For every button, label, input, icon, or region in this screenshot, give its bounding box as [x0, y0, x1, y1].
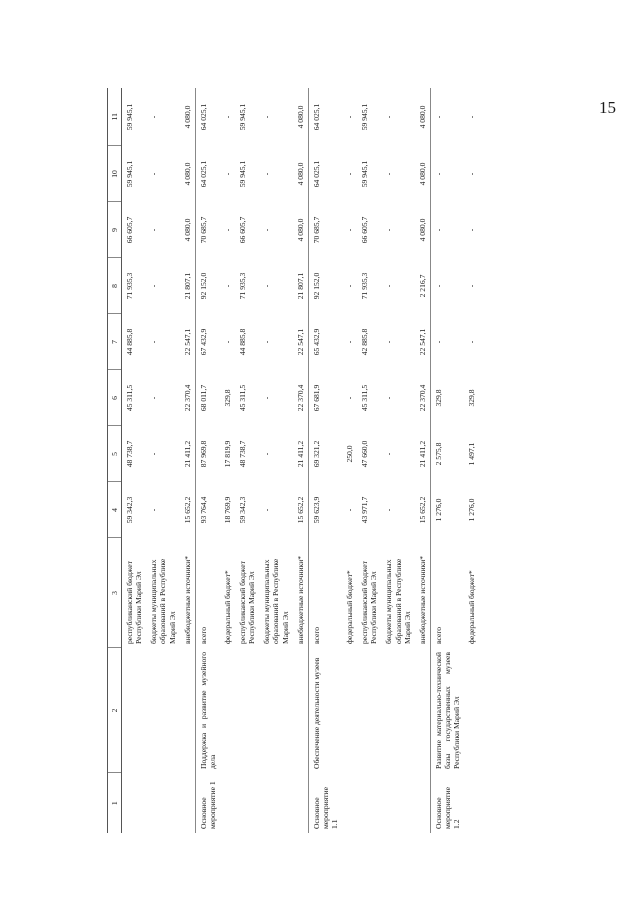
table-cell: -	[222, 115, 232, 119]
table-cell: республиканский бюджет Республики Марий Эл	[238, 561, 257, 644]
column-header: 5	[108, 426, 122, 482]
table-cell	[415, 648, 431, 773]
table-cell: -	[345, 172, 355, 176]
table-cell: -	[384, 452, 394, 456]
table-cell: -	[222, 340, 232, 344]
table-cell: 22 370,4	[417, 384, 427, 412]
table-cell: 1 276,0	[467, 498, 477, 522]
table-cell: -	[467, 284, 477, 288]
table-cell: -	[345, 396, 355, 400]
table-cell: -	[149, 396, 159, 400]
table-row	[381, 88, 414, 833]
table-cell: -	[430, 202, 464, 258]
table-cell: 4 080,0	[417, 105, 427, 129]
table-cell: -	[262, 452, 272, 456]
table-cell: федеральный бюджет*	[467, 570, 477, 644]
table-cell: бюджеты муниципальных образований в Республике Марий Эл	[262, 558, 290, 644]
table-cell: 22 370,4	[182, 384, 192, 412]
table-cell: Развитие материально-технической базы государственных музеев Республики Марий Эл	[430, 648, 464, 773]
column-header: 11	[108, 88, 122, 146]
column-header: 3	[108, 538, 122, 648]
table-cell: -	[384, 284, 394, 288]
table-cell: всего	[430, 538, 464, 648]
table-cell: 59 945,1	[360, 103, 370, 131]
table-cell: 47 660,0	[360, 440, 370, 468]
table-cell: 64 025,1	[195, 146, 220, 202]
table-cell: 4 080,0	[417, 218, 427, 242]
table-cell: -	[149, 172, 159, 176]
table-cell: 18 769,9	[222, 496, 232, 524]
table-cell: 45 311,5	[360, 384, 370, 412]
table-cell: 15 652,2	[182, 496, 192, 524]
table-cell	[180, 773, 196, 833]
table-cell: 69 321,2	[308, 426, 342, 482]
table-cell: -	[467, 340, 477, 344]
table-cell	[381, 648, 414, 773]
table-cell	[122, 773, 147, 833]
table-cell	[146, 773, 179, 833]
table-cell: 4 080,0	[295, 218, 305, 242]
table-cell: 71 935,3	[125, 272, 135, 300]
table-cell: 48 738,7	[125, 440, 135, 468]
table-row	[180, 88, 196, 833]
table-cell: Основное мероприятие 1	[195, 773, 220, 833]
table-cell: 45 311,5	[238, 384, 248, 412]
table-cell: 59 945,1	[125, 103, 135, 131]
table-cell: республиканский бюджет Республики Марий Эл	[360, 561, 379, 644]
table-cell	[293, 773, 309, 833]
table-row	[293, 88, 309, 833]
table-cell	[293, 648, 309, 773]
table-cell: 67 432,9	[195, 314, 220, 370]
table-cell: 70 685,7	[308, 202, 342, 258]
table-cell: 2 216,7	[417, 274, 427, 298]
table-cell: -	[384, 508, 394, 512]
table-cell: 250,0	[345, 445, 355, 463]
table-cell: -	[262, 172, 272, 176]
table-row	[464, 88, 479, 833]
table-cell	[415, 773, 431, 833]
table-cell: всего	[195, 538, 220, 648]
table-cell	[235, 648, 259, 773]
table-cell	[122, 648, 147, 773]
table-cell: -	[345, 284, 355, 288]
table-cell: 17 819,9	[222, 440, 232, 468]
table-cell: внебюджетные источники*	[295, 555, 305, 644]
table-cell: -	[149, 284, 159, 288]
table-cell: 1 497,1	[467, 442, 477, 466]
page-number: 15	[599, 98, 616, 117]
table-cell	[342, 648, 357, 773]
table-cell: 65 432,9	[308, 314, 342, 370]
table-cell: 59 945,1	[125, 160, 135, 188]
table-cell: 43 971,7	[360, 496, 370, 524]
table-cell: бюджеты муниципальных образований в Республике Марий Эл	[149, 558, 177, 644]
table-cell	[220, 773, 235, 833]
table-cell	[342, 773, 357, 833]
table-cell	[235, 773, 259, 833]
table-cell: -	[384, 396, 394, 400]
table-row	[357, 88, 381, 833]
table-cell: 22 547,1	[182, 328, 192, 356]
table-cell: 64 025,1	[308, 88, 342, 146]
table-cell: -	[262, 340, 272, 344]
table-cell: -	[430, 146, 464, 202]
table-cell	[180, 648, 196, 773]
table-cell	[146, 648, 179, 773]
table-row	[146, 88, 179, 833]
table-cell: -	[345, 115, 355, 119]
table-cell	[381, 773, 414, 833]
column-header: 8	[108, 258, 122, 314]
budget-table	[107, 88, 479, 833]
table-cell: 4 080,0	[295, 105, 305, 129]
table-cell: -	[345, 340, 355, 344]
table-cell: 15 652,2	[295, 496, 305, 524]
table-cell: 59 342,3	[238, 496, 248, 524]
table-cell: 21 807,1	[295, 272, 305, 300]
table-cell: -	[384, 340, 394, 344]
table-row	[342, 88, 357, 833]
table-cell: 66 605,7	[360, 216, 370, 244]
column-header: 7	[108, 314, 122, 370]
table-cell: 68 011,7	[195, 370, 220, 426]
table-cell: 59 945,1	[238, 160, 248, 188]
table-cell: 70 685,7	[195, 202, 220, 258]
column-header: 6	[108, 370, 122, 426]
table-cell: федеральный бюджет*	[345, 570, 355, 644]
table-cell: 4 080,0	[417, 162, 427, 186]
table-cell: -	[384, 115, 394, 119]
table-cell: 71 935,3	[360, 272, 370, 300]
table-cell: 64 025,1	[195, 88, 220, 146]
table-cell: -	[384, 172, 394, 176]
table-cell: 59 623,9	[308, 482, 342, 538]
table-cell: -	[262, 228, 272, 232]
table-cell: -	[430, 258, 464, 314]
table-cell: 15 652,2	[417, 496, 427, 524]
table-cell: -	[467, 228, 477, 232]
table-cell: 92 152,0	[195, 258, 220, 314]
table-cell: всего	[308, 538, 342, 648]
table-row	[122, 88, 147, 833]
table-cell: -	[149, 508, 159, 512]
table-cell	[220, 648, 235, 773]
table-cell: Обеспечение деятельности музеев	[308, 648, 342, 773]
table-cell: -	[262, 284, 272, 288]
table-cell: 4 080,0	[295, 162, 305, 186]
table-cell: 59 945,1	[360, 160, 370, 188]
table-cell: 329,8	[430, 370, 464, 426]
budget-table-rotated	[107, 88, 532, 833]
table-cell: 4 080,0	[182, 105, 192, 129]
table-cell: 22 370,4	[295, 384, 305, 412]
table-cell: -	[345, 508, 355, 512]
column-header: 1	[108, 773, 122, 833]
table-cell: 329,8	[222, 389, 232, 407]
table-row	[259, 88, 292, 833]
table-cell: Основное мероприятие 1.1	[308, 773, 342, 833]
table-cell: 48 738,7	[238, 440, 248, 468]
column-header: 4	[108, 482, 122, 538]
table-cell: Поддержка и развитие музейного дела	[195, 648, 220, 773]
table-cell: Основное мероприятие 1.2	[430, 773, 464, 833]
column-header: 10	[108, 146, 122, 202]
table-cell: -	[222, 284, 232, 288]
table-cell: 45 311,5	[125, 384, 135, 412]
table-cell: 2 575,8	[430, 426, 464, 482]
column-header: 9	[108, 202, 122, 258]
table-cell: -	[149, 340, 159, 344]
table-cell: 21 411,2	[417, 440, 427, 468]
table-cell: 87 969,8	[195, 426, 220, 482]
table-cell: бюджеты муниципальных образований в Республике Марий Эл	[384, 558, 412, 644]
table-cell: -	[149, 452, 159, 456]
table-cell: республиканский бюджет Республики Марий Эл	[125, 561, 144, 644]
table-cell: внебюджетные источники*	[417, 555, 427, 644]
table-cell: 71 935,3	[238, 272, 248, 300]
table-cell: -	[149, 228, 159, 232]
table-cell: 42 885,8	[360, 328, 370, 356]
table-cell: 22 547,1	[417, 328, 427, 356]
table-cell: 21 411,2	[295, 440, 305, 468]
table-cell: -	[384, 228, 394, 232]
table-cell: -	[222, 228, 232, 232]
table-cell: 4 080,0	[182, 162, 192, 186]
table-cell	[259, 773, 292, 833]
table-cell: 21 411,2	[182, 440, 192, 468]
table-cell: 59 945,1	[238, 103, 248, 131]
table-cell: -	[262, 115, 272, 119]
table-row	[308, 88, 342, 833]
table-cell: 1 276,0	[430, 482, 464, 538]
table-header-row	[108, 88, 122, 833]
table-cell: 92 152,0	[308, 258, 342, 314]
table-row	[220, 88, 235, 833]
table-row	[415, 88, 431, 833]
table-cell: -	[149, 115, 159, 119]
table-cell: 44 885,8	[125, 328, 135, 356]
column-header: 2	[108, 648, 122, 773]
table-cell: -	[467, 115, 477, 119]
table-cell: 66 605,7	[238, 216, 248, 244]
table-cell: -	[345, 228, 355, 232]
table-cell: 22 547,1	[295, 328, 305, 356]
table-cell: 329,8	[467, 389, 477, 407]
table-cell	[464, 648, 479, 773]
table-cell: 64 025,1	[308, 146, 342, 202]
table-cell: -	[467, 172, 477, 176]
table-cell	[464, 773, 479, 833]
table-cell: 59 342,3	[125, 496, 135, 524]
table-cell: -	[262, 508, 272, 512]
table-cell: 67 681,9	[308, 370, 342, 426]
table-row	[195, 88, 220, 833]
table-cell: 4 080,0	[182, 218, 192, 242]
table-cell: 21 807,1	[182, 272, 192, 300]
table-row	[430, 88, 464, 833]
table-cell	[357, 648, 381, 773]
table-cell: -	[262, 396, 272, 400]
table-cell	[259, 648, 292, 773]
table-cell: федеральный бюджет*	[222, 570, 232, 644]
table-cell: 44 885,8	[238, 328, 248, 356]
table-cell: -	[222, 172, 232, 176]
table-body	[122, 88, 480, 833]
table-cell: 93 764,4	[195, 482, 220, 538]
table-cell	[357, 773, 381, 833]
table-cell: -	[430, 88, 464, 146]
table-cell: -	[430, 314, 464, 370]
table-cell: внебюджетные источники*	[182, 555, 192, 644]
table-cell: 66 605,7	[125, 216, 135, 244]
table-row	[235, 88, 259, 833]
